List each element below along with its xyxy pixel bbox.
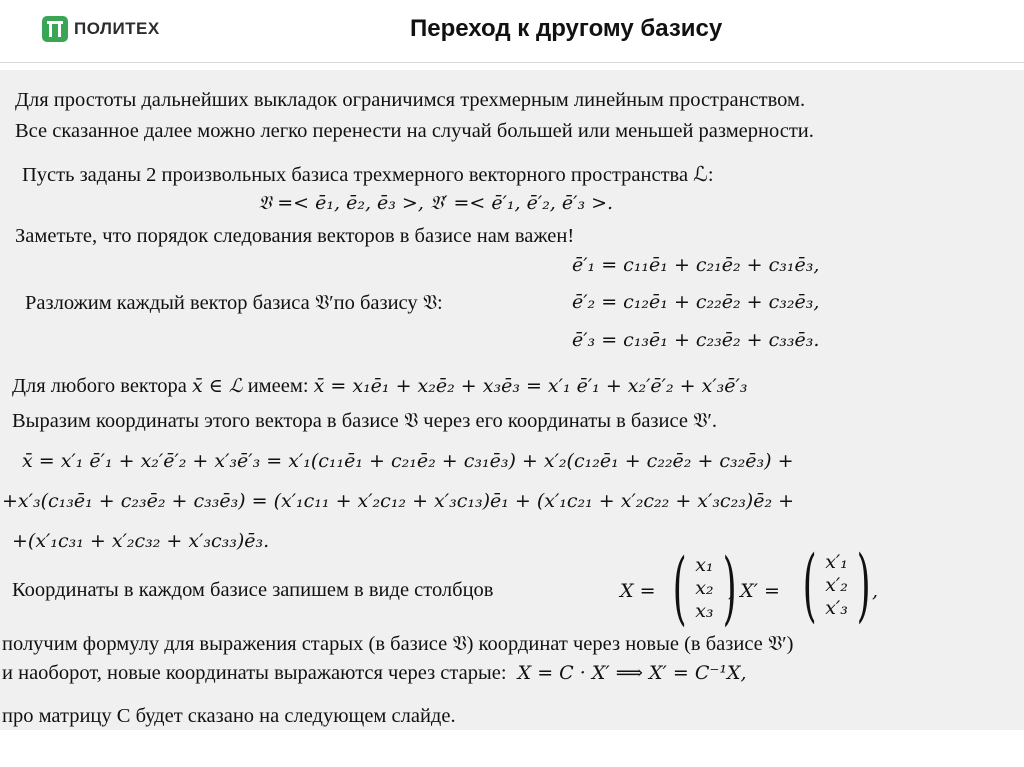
logo-text: ПОЛИТЕХ <box>74 19 160 38</box>
equation-e3-prime: ē′₃ = c₁₃ē₁ + c₂₃ē₂ + c₃₃ē₃. <box>572 329 820 351</box>
inverse-text: и наоборот, новые координаты выражаются через старые: <box>2 662 507 684</box>
text-line-columns: Координаты в каждом базисе запишем в виде столбцов <box>12 579 494 601</box>
vector-math-a: x̄ ∈ ℒ <box>192 375 243 397</box>
column-vector-X-prime <box>794 538 879 631</box>
polytech-logo-icon <box>42 16 68 42</box>
text-line-inverse <box>2 663 747 684</box>
entry-x3-prime: x′₃ <box>825 596 848 619</box>
left-paren: ( <box>672 541 687 634</box>
inverse-math: X = C · X′ ⟹ X′ = C⁻¹X, <box>517 662 747 684</box>
vector-text-a: Для любого вектора <box>12 375 187 397</box>
equation-expansion-2: +x′₃(c₁₃ē₁ + c₂₃ē₂ + c₃₃ē₃) = (x′₁c₁₁ + x′₂c₁₂ + x′₃c₁₃)ē₁ + (x′₁c₂₁ + x′₂c₂₂ + x′₃c₂₃)ē₂ + <box>2 490 795 512</box>
slide-header <box>0 0 1024 62</box>
column-entries-X <box>695 554 713 623</box>
column-entries-X-prime <box>825 551 848 620</box>
equation-expansion-1: x̄ = x′₁ ē′₁ + x₂′ē′₂ + x′₃ē′₃ = x′₁(c₁₁ē₁ + c₂₁ē₂ + c₃₁ē₃) + x′₂(c₁₂ē₁ + c₂₂ē₂ + c₃₂ē₃) + <box>22 450 794 472</box>
text-line-order-note: Заметьте, что порядок следования векторов в базисе нам важен! <box>15 225 575 247</box>
bases-definition: 𝔙 =< ē₁, ē₂, ē₃ >, 𝔙′ =< ē′₁, ē′₂, ē′₃ >. <box>258 192 614 214</box>
label-X-prime: , X′ = <box>728 580 780 602</box>
entry-x2-prime: x′₂ <box>825 573 848 596</box>
header-divider <box>0 62 1024 63</box>
slide-title: Переход к другому базису <box>410 15 723 42</box>
right-paren: ) <box>722 541 737 634</box>
vector-text-b: имеем: <box>247 375 309 397</box>
text-line-1: Для простоты дальнейших выкладок ограничимся трехмерным линейным пространством. <box>15 89 806 111</box>
text-line-next-slide: про матрицу C будет сказано на следующем слайде. <box>2 705 456 727</box>
entry-x2: x₂ <box>695 576 714 599</box>
text-line-formula: получим формулу для выражения старых (в базисе 𝔙) координат через новые (в базисе 𝔙′) <box>2 633 794 655</box>
comma: , <box>872 580 879 602</box>
equation-expansion-3: +(x′₁c₃₁ + x′₂c₃₂ + x′₃c₃₃)ē₃. <box>12 530 270 552</box>
equation-e1-prime: ē′₁ = c₁₁ē₁ + c₂₁ē₂ + c₃₁ē₃, <box>572 254 820 276</box>
text-line-vector <box>12 376 747 397</box>
right-paren: ) <box>856 538 871 631</box>
entry-x3: x₃ <box>695 599 714 622</box>
text-line-3: Пусть заданы 2 произвольных базиса трехмерного векторного пространства ℒ: <box>22 164 714 186</box>
text-line-express: Выразим координаты этого вектора в базисе 𝔙 через его координаты в базисе 𝔙′. <box>12 410 717 432</box>
text-line-2: Все сказанное далее можно легко перенести на случай большей или меньшей размерности. <box>15 120 814 142</box>
entry-x1-prime: x′₁ <box>825 550 848 573</box>
left-paren: ( <box>802 538 817 631</box>
text-line-decompose: Разложим каждый вектор базиса 𝔙′по базису 𝔙: <box>25 292 443 314</box>
vector-math-b: x̄ = x₁ē₁ + x₂ē₂ + x₃ē₃ = x′₁ ē′₁ + x₂′ē′₂ + x′₃ē′₃ <box>313 375 748 397</box>
equation-e2-prime: ē′₂ = c₁₂ē₁ + c₂₂ē₂ + c₃₂ē₃, <box>572 291 820 313</box>
bottom-strip <box>0 730 1024 767</box>
label-X: X = <box>620 580 656 602</box>
entry-x1: x₁ <box>695 553 714 576</box>
polytech-logo <box>42 16 160 42</box>
